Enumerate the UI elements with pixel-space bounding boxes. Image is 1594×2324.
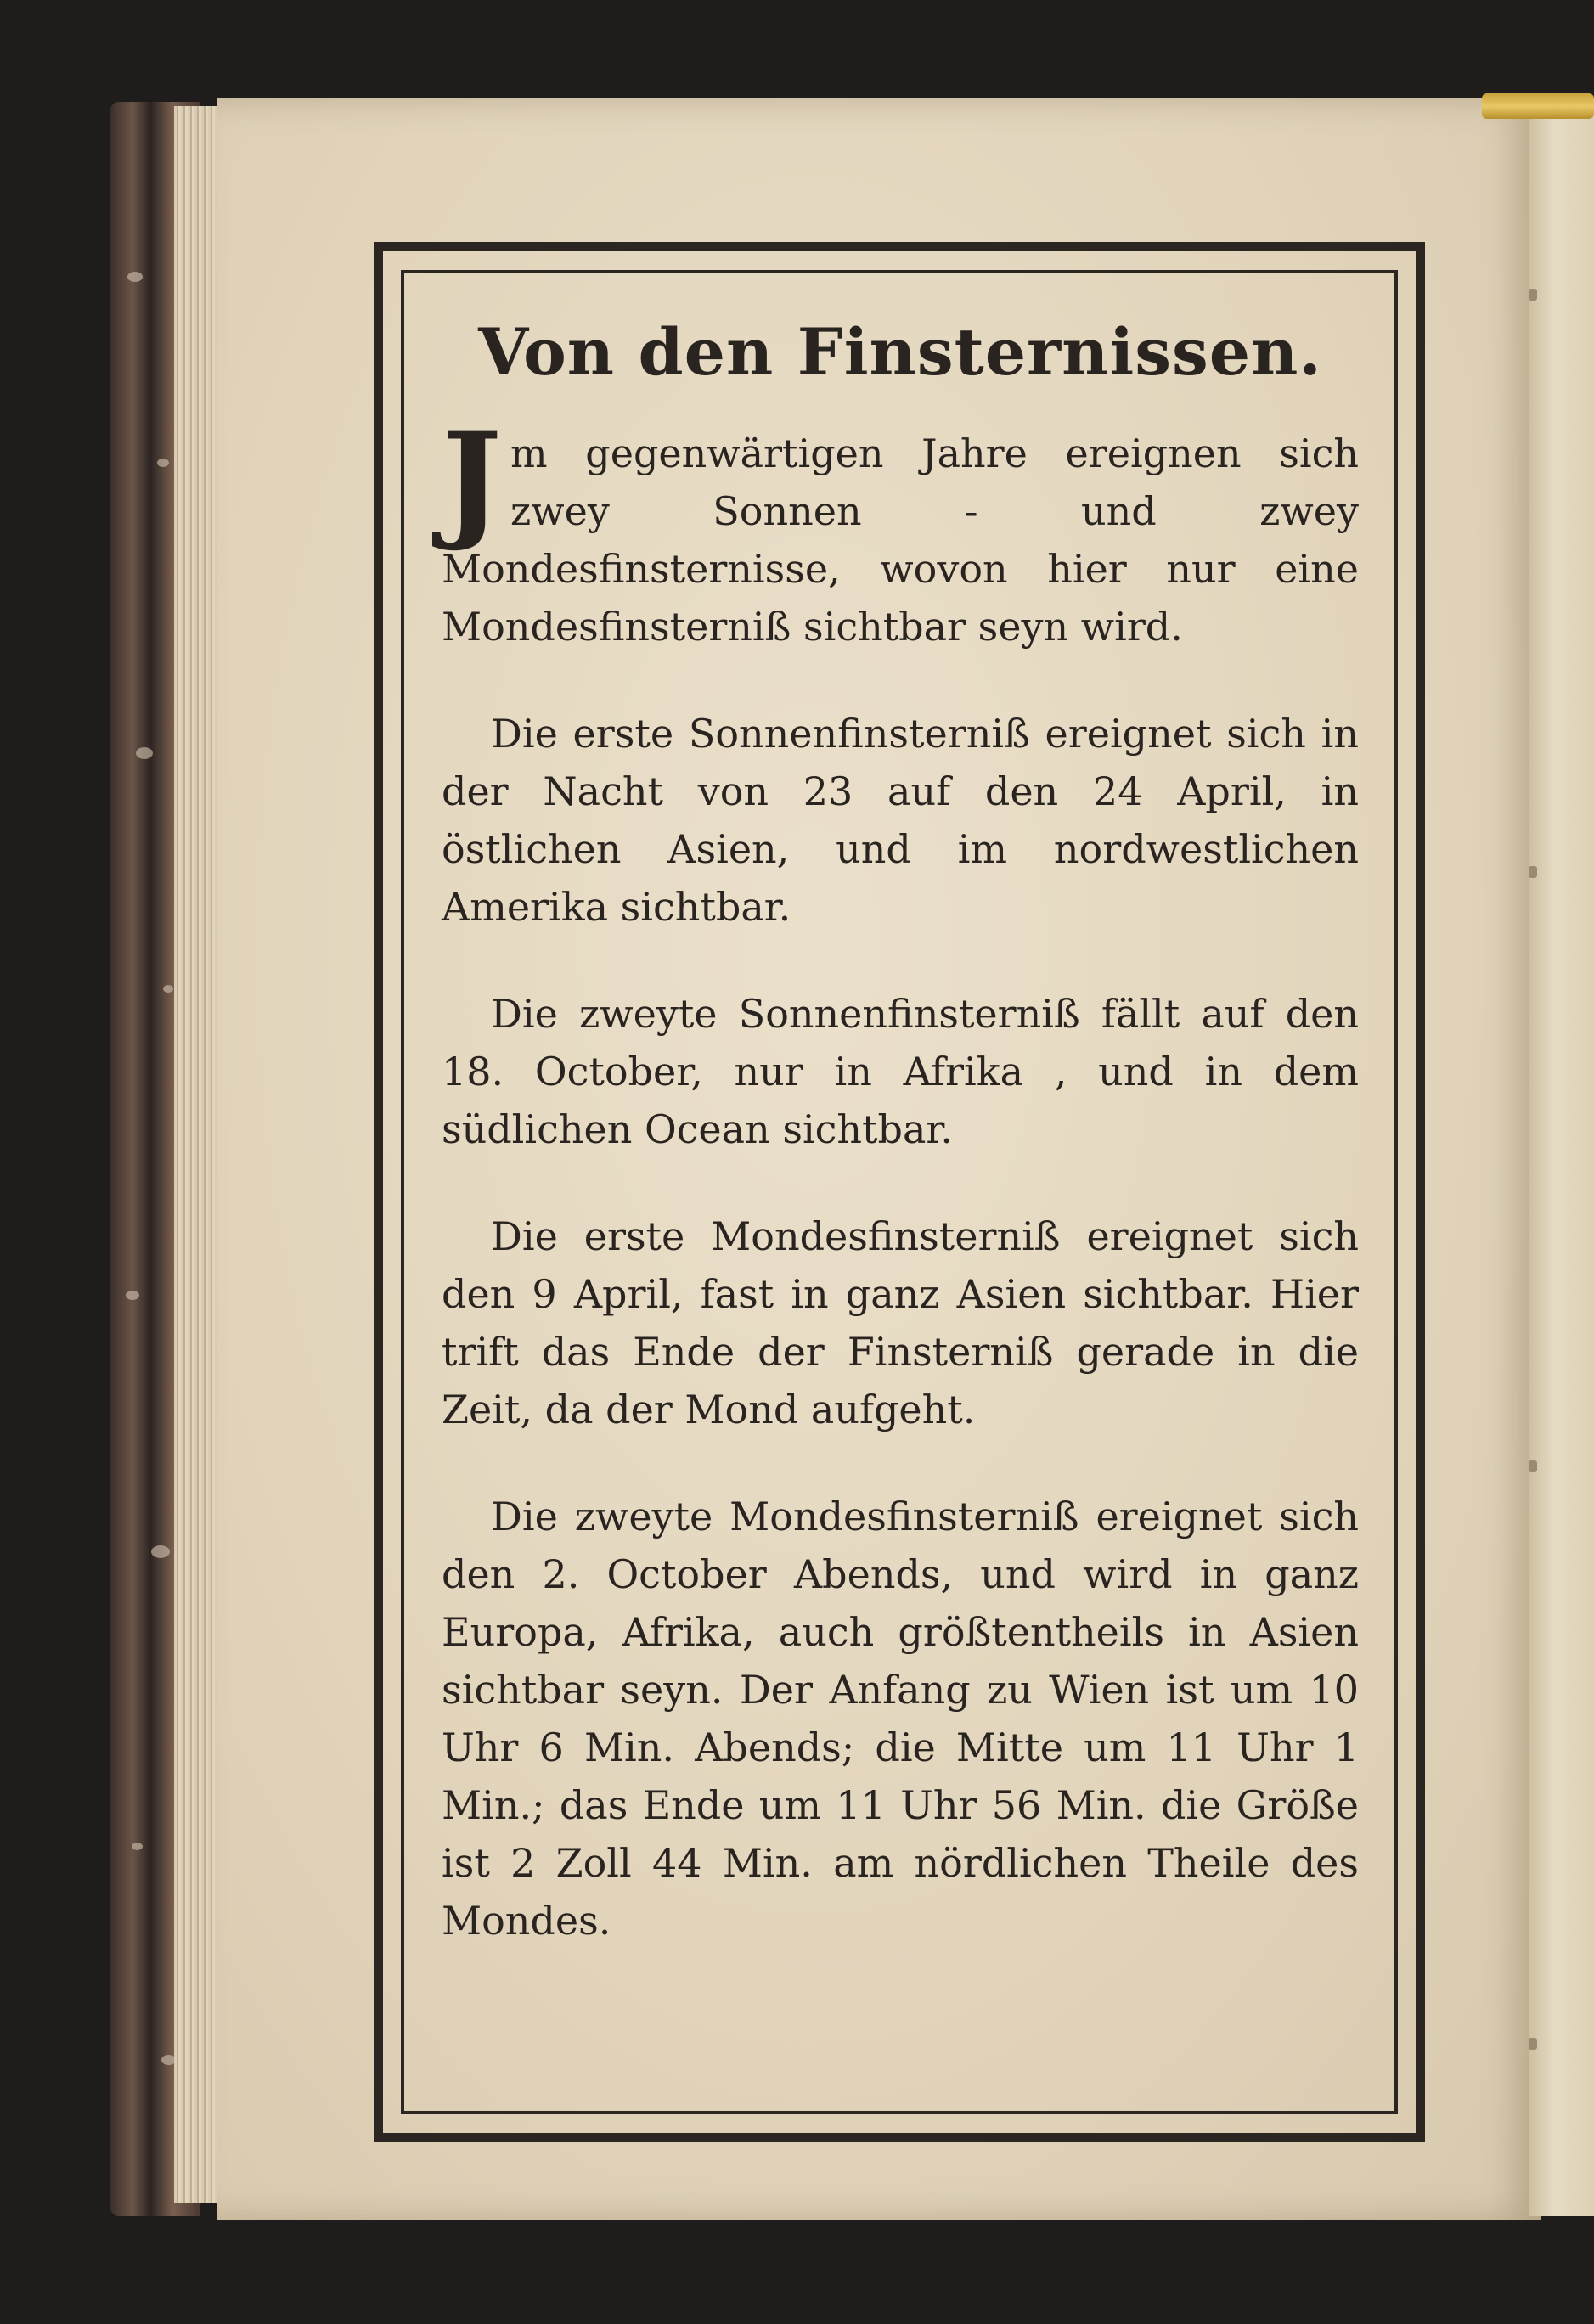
page-content xyxy=(442,306,1359,1950)
paragraph-1-text: m gegenwärtigen Jahre ereignen sich zwey Sonnen - und zwey Mondesfinsternisse, wovon hier nur eine Mondesfinsterniß sichtbar seyn wird. xyxy=(442,430,1359,650)
bookmark-ribbon xyxy=(1482,93,1594,119)
drop-capital: J xyxy=(442,405,502,554)
paragraph-5: Die zweyte Mondesfinsterniß ereignet sich den 2. October Abends, und wird in ganz Europa, Afrika, auch größtentheils in Asien sichtbar seyn. Der Anfang zu Wien ist um 10 Uhr 6 Min. Abends; die Mitte um 11 Uhr 1 Min.; das Ende um 11 Uhr 56 Min. die Größe ist 2 Zoll 44 Min. am nördlichen Theile des Mondes. xyxy=(442,1494,1359,1944)
page-title: Von den Finsternissen. xyxy=(478,314,1322,390)
right-page xyxy=(1529,102,1594,2216)
paragraph-3: Die zweyte Sonnenfinsterniß fällt auf den 18. October, nur in Afrika , und in dem südlichen Ocean sichtbar. xyxy=(442,991,1359,1152)
paragraph-1 xyxy=(442,405,1359,656)
paragraph-2: Die erste Sonnenfinsterniß ereignet sich in der Nacht von 23 auf den 24 April, in östlichen Asien, und im nordwestlichen Amerika sichtbar. xyxy=(442,711,1359,930)
paragraph-4: Die erste Mondesfinsterniß ereignet sich den 9 April, fast in ganz Asien sichtbar. Hier trift das Ende der Finsterniß gerade in die Zeit, da der Mond aufgeht. xyxy=(442,1213,1359,1432)
